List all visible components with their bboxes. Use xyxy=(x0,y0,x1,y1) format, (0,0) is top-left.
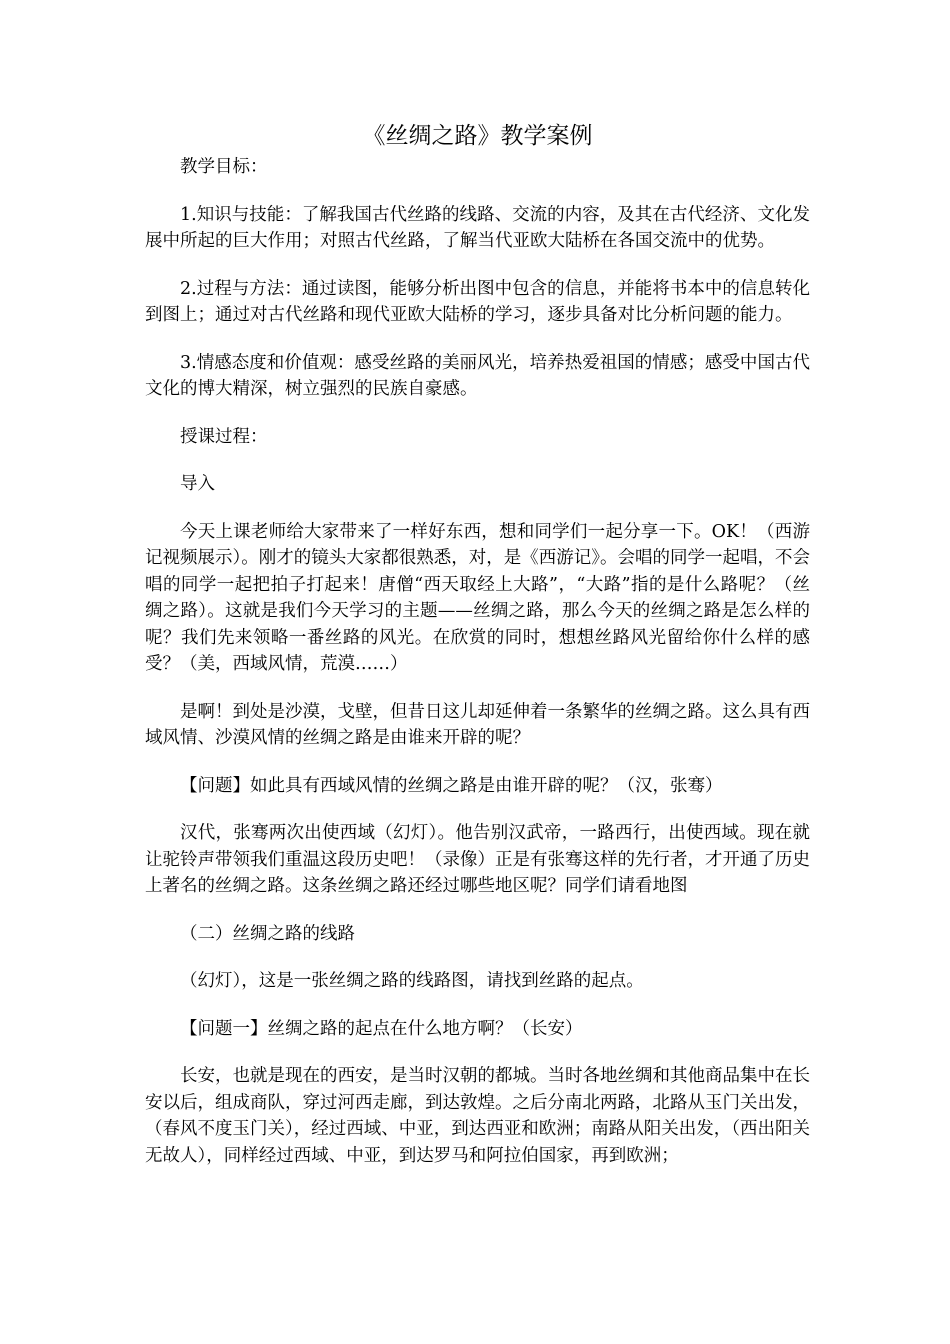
paragraph-spacer xyxy=(145,329,810,350)
section-heading-objectives: 教学目标： xyxy=(180,157,268,177)
paragraph-spacer xyxy=(145,799,810,820)
paragraph-spacer xyxy=(145,752,810,773)
question-paragraph: 【问题】如此具有西域风情的丝绸之路是由谁开辟的呢？（汉，张骞） xyxy=(180,775,723,796)
paragraph-spacer xyxy=(145,450,810,471)
objective-knowledge-skills: 1.知识与技能：了解我国古代丝路的线路、交流的内容，及其在古代经济、文化发展中所起的巨大作用；对照古代丝路，了解当代亚欧大陆桥在各国交流中的优势。 xyxy=(145,204,810,251)
paragraph-spacer xyxy=(145,255,810,276)
paragraph-spacer xyxy=(145,181,810,202)
zhang-qian-paragraph: 汉代，张骞两次出使西域（幻灯）。他告别汉武帝，一路西行，出使西域。现在就让驼铃声带领我们重温这段历史吧！（录像）正是有张骞这样的先行者，才开通了历史上著名的丝绸之路。这条丝绸之路还经过哪些地区呢？同学们请看地图 xyxy=(145,823,810,896)
paragraph-spacer xyxy=(145,995,810,1016)
paragraph-spacer xyxy=(145,1042,810,1063)
paragraph-spacer xyxy=(145,403,810,424)
desert-paragraph: 是啊！到处是沙漠，戈壁，但昔日这儿却延伸着一条繁华的丝绸之路。这么具有西域风情、沙漠风情的丝绸之路是由谁来开辟的呢？ xyxy=(145,701,810,748)
question-one-paragraph: 【问题一】丝绸之路的起点在什么地方啊？（长安） xyxy=(180,1018,583,1039)
paragraph-spacer xyxy=(145,678,810,699)
paragraph-spacer xyxy=(145,900,810,921)
document-body xyxy=(145,118,810,1169)
section-heading-intro: 导入 xyxy=(180,474,215,494)
objective-emotion-values: 3.情感态度和价值观：感受丝路的美丽风光，培养热爱祖国的情感；感受中国古代文化的博大精深，树立强烈的民族自豪感。 xyxy=(145,352,810,399)
section-heading-process: 授课过程： xyxy=(180,426,268,447)
paragraph-spacer xyxy=(145,947,810,968)
route-map-paragraph: （幻灯），这是一张丝绸之路的线路图，请找到丝路的起点。 xyxy=(180,971,644,991)
intro-paragraph: 今天上课老师给大家带来了一样好东西，想和同学们一起分享一下。OK！（西游记视频展示）。刚才的镜头大家都很熟悉，对，是《西游记》。会唱的同学一起唱，不会唱的同学一起把拍子打起来！唐僧“西天取经上大路”，“大路”指的是什么路呢？（丝绸之路）。这就是我们今天学习的主题——丝绸之路，那么今天的丝绸之路是怎么样的呢？我们先来领略一番丝路的风光。在欣赏的同时，想想丝路风光留给你什么样的感受？（美，西域风情，荒漠……） xyxy=(145,521,810,674)
paragraph-spacer xyxy=(145,498,810,519)
section-heading-route: （二）丝绸之路的线路 xyxy=(180,923,355,944)
changan-paragraph: 长安，也就是现在的西安，是当时汉朝的都城。当时各地丝绸和其他商品集中在长安以后，组成商队，穿过河西走廊，到达敦煌。之后分南北两路，北路从玉门关出发，（春风不度玉门关），经过西域、中亚，到达西亚和欧洲；南路从阳关出发，（西出阳关无故人），同样经过西域、中亚，到达罗马和阿拉伯国家，再到欧洲； xyxy=(145,1066,810,1166)
document-title: 《丝绸之路》教学案例 xyxy=(362,123,593,149)
objective-process-methods: 2.过程与方法：通过读图，能够分析出图中包含的信息，并能将书本中的信息转化到图上；通过对古代丝路和现代亚欧大陆桥的学习，逐步具备对比分析问题的能力。 xyxy=(145,278,810,325)
